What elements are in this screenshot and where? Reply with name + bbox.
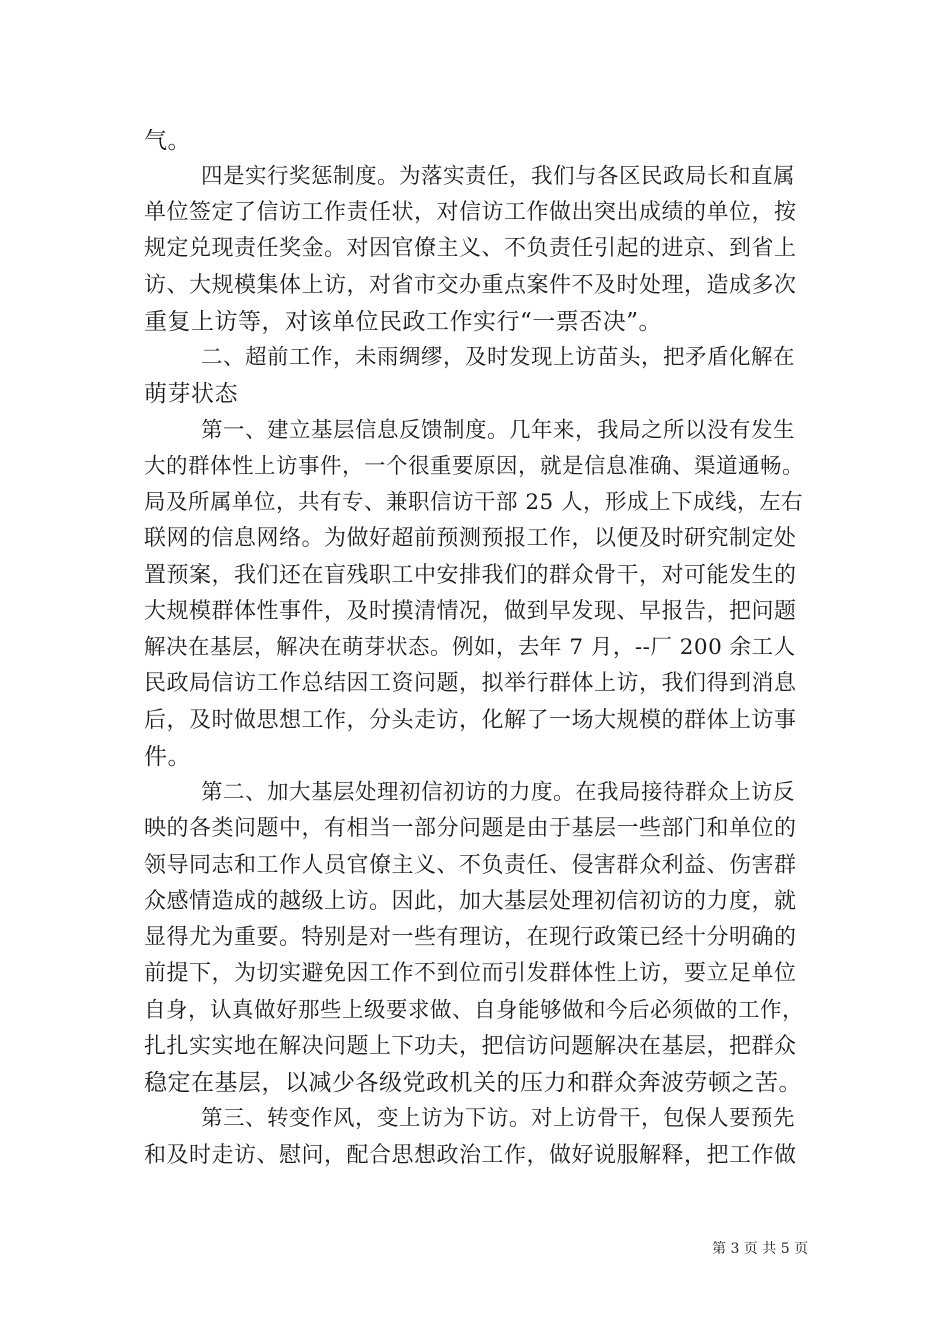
text-line: 气。: [144, 128, 191, 154]
text-line: 前提下，为切实避免因工作不到位而引发群体性上访，要立足单位: [144, 961, 797, 986]
text-line: 领导同志和工作人员官僚主义、不负责任、侵害群众利益、伤害群: [144, 853, 797, 878]
text-line: 和及时走访、慰问，配合思想政治工作，做好说服解释，把工作做: [144, 1143, 797, 1168]
text-line: 民政局信访工作总结因工资问题，拟举行群体上访，我们得到消息: [144, 671, 797, 696]
text-line: 自身，认真做好那些上级要求做、自身能够做和今后必须做的工作，: [144, 998, 805, 1023]
text-line: 规定兑现责任奖金。对因官僚主义、不负责任引起的进京、到省上: [144, 236, 797, 261]
text-line: 四是实行奖惩制度。为落实责任，我们与各区民政局长和直属: [201, 164, 796, 189]
text-line: 众感情造成的越级上访。因此，加大基层处理初信初访的力度，就: [144, 889, 797, 914]
text-line: 大规模群体性事件，及时摸清情况，做到早发现、早报告，把问题: [144, 599, 797, 624]
text-line: 解决在基层，解决在萌芽状态。例如，去年 7 月，--厂 200 余工人: [144, 635, 796, 660]
text-line: 萌芽状态: [144, 381, 238, 407]
text-line: 后，及时做思想工作，分头走访，化解了一场大规模的群体上访事: [144, 708, 797, 733]
text-line: 显得尤为重要。特别是对一些有理访，在现行政策已经十分明确的: [144, 925, 797, 950]
text-line: 二、超前工作，未雨绸缪，及时发现上访苗头，把矛盾化解在: [201, 345, 796, 370]
text-line: 大的群体性上访事件，一个很重要原因，就是信息准确、渠道通畅。: [144, 454, 805, 479]
text-line: 重复上访等，对该单位民政工作实行“一票否决”。: [144, 309, 663, 335]
text-line: 第一、建立基层信息反馈制度。几年来，我局之所以没有发生: [201, 418, 796, 443]
text-line: 置预案，我们还在盲残职工中安排我们的群众骨干，对可能发生的: [144, 563, 797, 588]
page-number: 第 3 页 共 5 页: [712, 1241, 809, 1257]
text-line: 联网的信息网络。为做好超前预测预报工作，以便及时研究制定处: [144, 526, 797, 551]
text-line: 件。: [144, 744, 191, 770]
text-line: 单位签定了信访工作责任状，对信访工作做出突出成绩的单位，按: [144, 200, 797, 225]
text-line: 第三、转变作风，变上访为下访。对上访骨干，包保人要预先: [201, 1106, 796, 1131]
text-line: 稳定在基层，以减少各级党政机关的压力和群众奔波劳顿之苦。: [144, 1070, 802, 1096]
text-line: 访、大规模集体上访，对省市交办重点案件不及时处理，造成多次: [144, 273, 797, 298]
text-line: 映的各类问题中，有相当一部分问题是由于基层一些部门和单位的: [144, 816, 797, 841]
text-line: 扎扎实实地在解决问题上下功夫，把信访问题解决在基层，把群众: [144, 1034, 797, 1059]
text-line: 第二、加大基层处理初信初访的力度。在我局接待群众上访反: [201, 780, 796, 805]
text-line: 局及所属单位，共有专、兼职信访干部 25 人，形成上下成线，左右: [144, 490, 804, 515]
